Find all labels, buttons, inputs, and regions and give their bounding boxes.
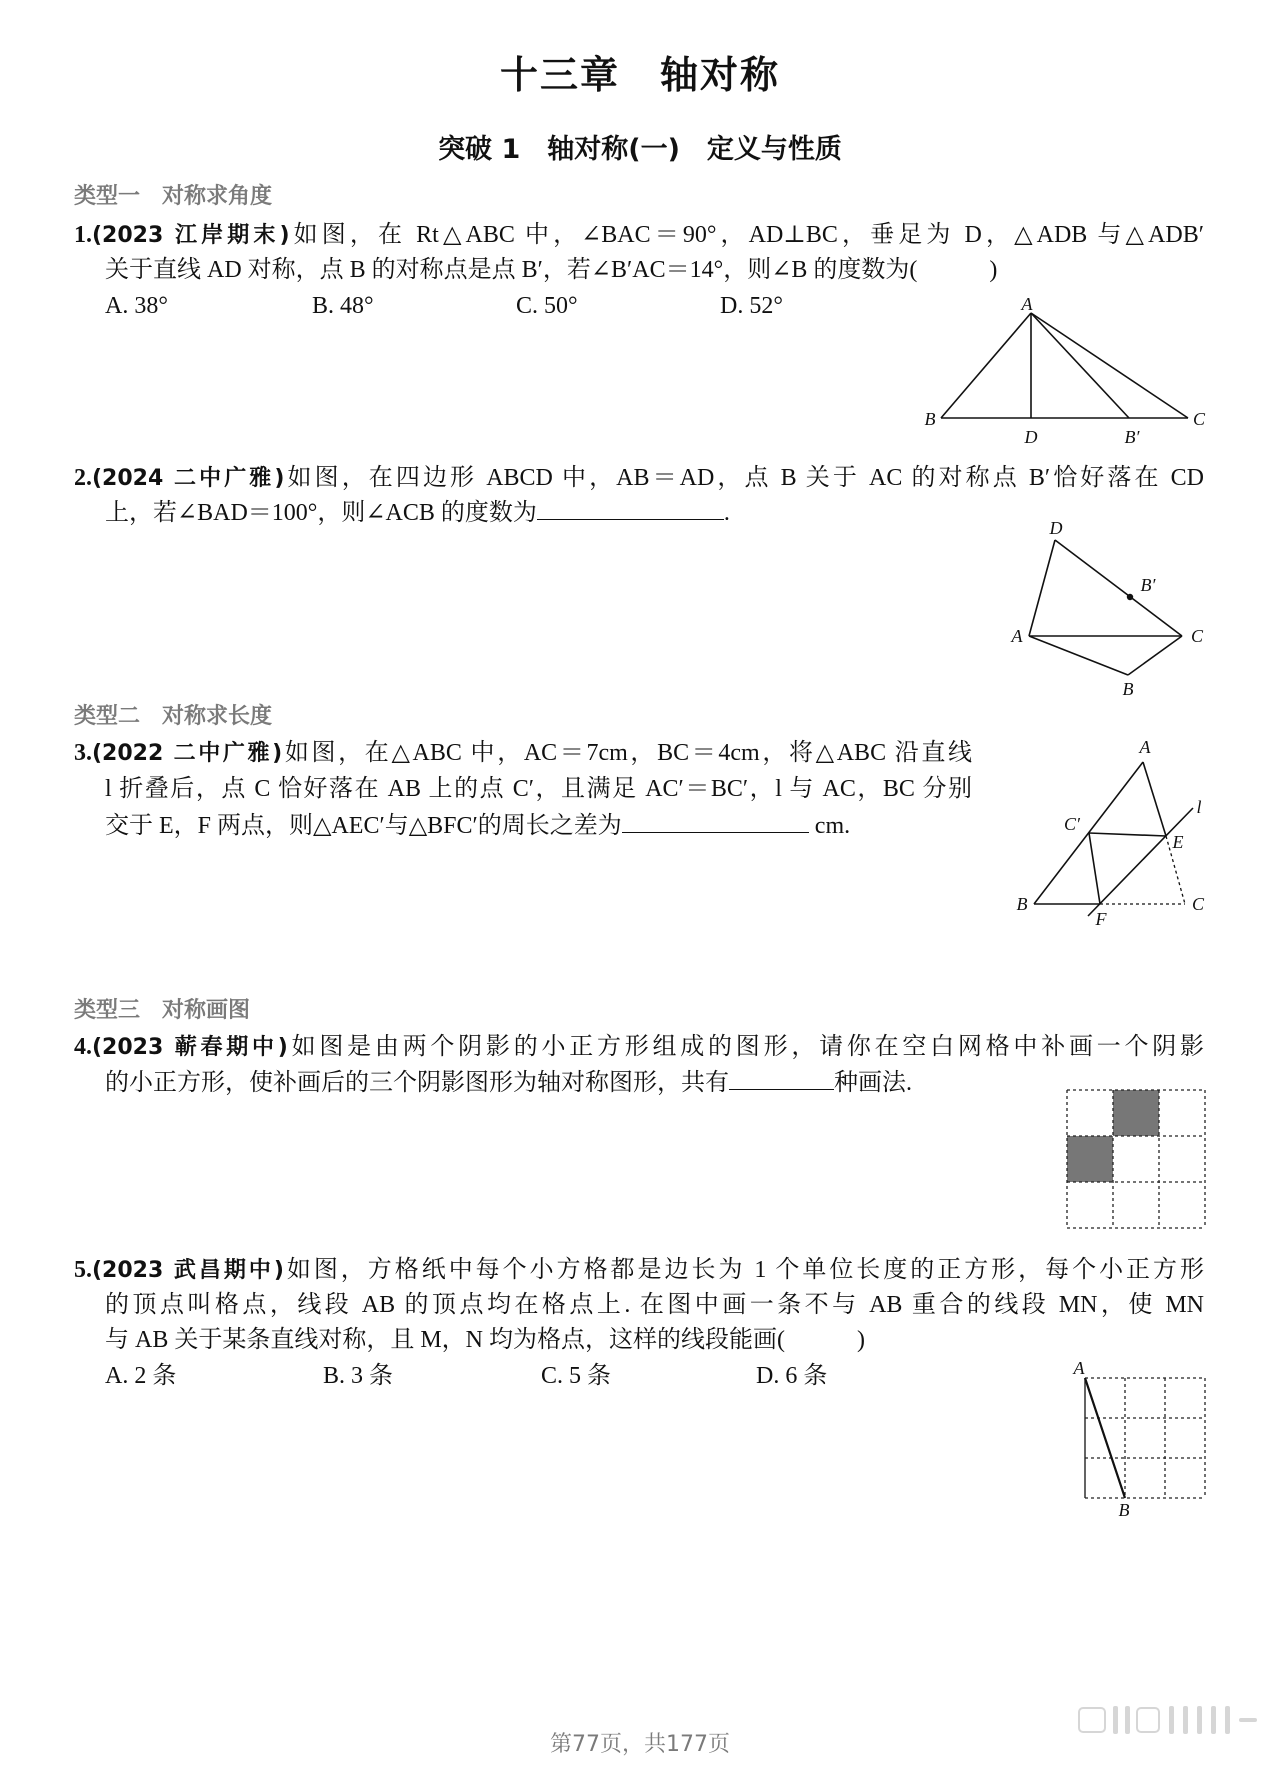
problem1-number: 1. bbox=[74, 222, 92, 248]
problem1-figure bbox=[900, 292, 1220, 455]
problem3-source: (2022 二中广雅) bbox=[92, 741, 283, 766]
chapter-title: 十三章 轴对称 bbox=[499, 53, 780, 97]
problem1-text1: 如图，在 Rt△ABC 中，∠BAC＝90°，AD⊥BC，垂足为 D，△ADB 与△ADB′ bbox=[289, 222, 1205, 248]
problem5-line1 bbox=[74, 1252, 1204, 1288]
segment-ae bbox=[1143, 762, 1166, 836]
problem5-line2: 的顶点叫格点，线段 AB 的顶点均在格点上. 在图中画一条不与 AB 重合的线段 MN，使 MN bbox=[105, 1292, 1204, 1318]
problem5-option-d: D. 6 条 bbox=[756, 1363, 828, 1389]
label-a: A bbox=[1021, 294, 1033, 314]
label-b: B bbox=[1118, 1500, 1130, 1520]
problem5-number: 5. bbox=[74, 1257, 92, 1283]
problem5-option-b: B. 3 条 bbox=[323, 1363, 394, 1389]
problem3-line3 bbox=[105, 808, 972, 844]
problem3-text1: 如图，在△ABC 中，AC＝7cm，BC＝4cm，将△ABC 沿直线 bbox=[282, 740, 973, 766]
segment-ab-prime bbox=[1031, 313, 1129, 418]
type2-label: 类型二 对称求长度 bbox=[74, 704, 273, 729]
section-title: 突破 1 轴对称(一) 定义与性质 bbox=[438, 134, 842, 165]
problem1-option-c: C. 50° bbox=[516, 293, 578, 319]
segment-dc bbox=[1055, 540, 1182, 636]
label-a: A bbox=[1011, 626, 1023, 646]
segment-c-prime-f bbox=[1089, 833, 1100, 904]
page-indicator: 第77页，共177页 bbox=[550, 1732, 730, 1757]
label-a: A bbox=[1139, 737, 1151, 757]
problem4-grid-figure bbox=[1060, 1085, 1210, 1235]
label-b: B bbox=[924, 409, 936, 429]
label-c: C bbox=[1190, 626, 1204, 646]
label-b-prime: B′ bbox=[1140, 575, 1156, 595]
type1-label: 类型一 对称求角度 bbox=[74, 184, 273, 209]
label-d: D bbox=[1024, 427, 1038, 447]
label-b: B bbox=[1122, 679, 1134, 699]
problem3-line2: l 折叠后，点 C 恰好落在 AB 上的点 C′，且满足 AC′＝BC′，l 与 AC，BC 分别 bbox=[105, 776, 972, 802]
shaded-square-top bbox=[1113, 1090, 1159, 1136]
problem3-number: 3. bbox=[74, 740, 92, 766]
label-d: D bbox=[1049, 518, 1063, 538]
problem4-answer-blank bbox=[729, 1069, 834, 1090]
problem1-option-b: B. 48° bbox=[312, 293, 374, 319]
label-c: C bbox=[1191, 894, 1205, 914]
problem4-text2-end: 种画法. bbox=[834, 1070, 912, 1096]
problem2-text1: 如图，在四边形 ABCD 中，AB＝AD，点 B 关于 AC 的对称点 B′恰好落在 CD bbox=[284, 465, 1204, 491]
problem4-number: 4. bbox=[74, 1034, 92, 1060]
segment-ab bbox=[1085, 1378, 1125, 1498]
label-b-prime: B′ bbox=[1124, 427, 1140, 447]
segment-da bbox=[1029, 540, 1055, 636]
segment-c-prime-e bbox=[1089, 833, 1166, 836]
problem2-answer-blank bbox=[537, 499, 724, 520]
problem5-grid-figure bbox=[1060, 1355, 1210, 1525]
problem5-option-c: C. 5 条 bbox=[541, 1363, 612, 1389]
problem2-source: (2024 二中广雅) bbox=[92, 466, 285, 491]
fold-line-l bbox=[1088, 808, 1193, 916]
label-a: A bbox=[1073, 1358, 1085, 1378]
problem1-line2: 关于直线 AD 对称，点 B 的对称点是点 B′，若∠B′AC＝14°，则∠B 的度数为( ) bbox=[105, 257, 998, 283]
problem3-text3: 交于 E，F 两点，则△AEC′与△BFC′的周长之差为 bbox=[105, 813, 622, 839]
problem1-source: (2023 江岸期末) bbox=[92, 223, 290, 248]
problem4-line1 bbox=[74, 1029, 1204, 1065]
problem3-line1 bbox=[74, 735, 972, 771]
segment-ab bbox=[1029, 636, 1128, 675]
label-c-prime: C′ bbox=[1064, 814, 1080, 834]
label-l: l bbox=[1196, 797, 1202, 817]
problem1-option-d: D. 52° bbox=[720, 293, 783, 319]
problem2-text2: 上，若∠BAD＝100°，则∠ACB 的度数为 bbox=[105, 500, 537, 526]
label-c: C bbox=[1192, 409, 1206, 429]
type3-label: 类型三 对称画图 bbox=[74, 998, 251, 1023]
segment-ab bbox=[941, 313, 1031, 418]
problem5-text1: 如图，方格纸中每个小方格都是边长为 1 个单位长度的正方形，每个小正方形 bbox=[283, 1257, 1204, 1283]
problem2-figure bbox=[1000, 515, 1220, 700]
problem3-figure bbox=[1000, 735, 1220, 935]
label-f: F bbox=[1095, 909, 1107, 929]
problem2-line1 bbox=[74, 460, 1204, 496]
problem2-text2-end: . bbox=[723, 500, 730, 526]
problem3-text3-end: cm. bbox=[808, 813, 851, 839]
problem4-line2 bbox=[105, 1065, 1045, 1101]
shaded-square-middle-left bbox=[1067, 1136, 1113, 1182]
problem5-line3: 与 AB 关于某条直线对称，且 M，N 均为格点，这样的线段能画( ) bbox=[105, 1327, 865, 1353]
problem3-answer-blank bbox=[622, 812, 809, 833]
problem5-option-a: A. 2 条 bbox=[105, 1363, 177, 1389]
problem1-line1 bbox=[74, 217, 1204, 253]
segment-ab bbox=[1034, 762, 1143, 904]
segment-ac bbox=[1031, 313, 1188, 418]
point-b-prime bbox=[1127, 594, 1133, 600]
problem5-source: (2023 武昌期中) bbox=[92, 1258, 284, 1283]
problem4-source: (2023 蕲春期中) bbox=[92, 1035, 288, 1060]
problem4-text2: 的小正方形，使补画后的三个阴影图形为轴对称图形，共有 bbox=[105, 1070, 729, 1096]
problem2-number: 2. bbox=[74, 465, 92, 491]
label-e: E bbox=[1172, 832, 1184, 852]
label-b: B bbox=[1016, 894, 1028, 914]
segment-bc bbox=[1128, 636, 1182, 675]
problem1-option-a: A. 38° bbox=[105, 293, 168, 319]
problem4-text1: 如图是由两个阴影的小正方形组成的图形，请你在空白网格中补画一个阴影 bbox=[287, 1034, 1205, 1060]
